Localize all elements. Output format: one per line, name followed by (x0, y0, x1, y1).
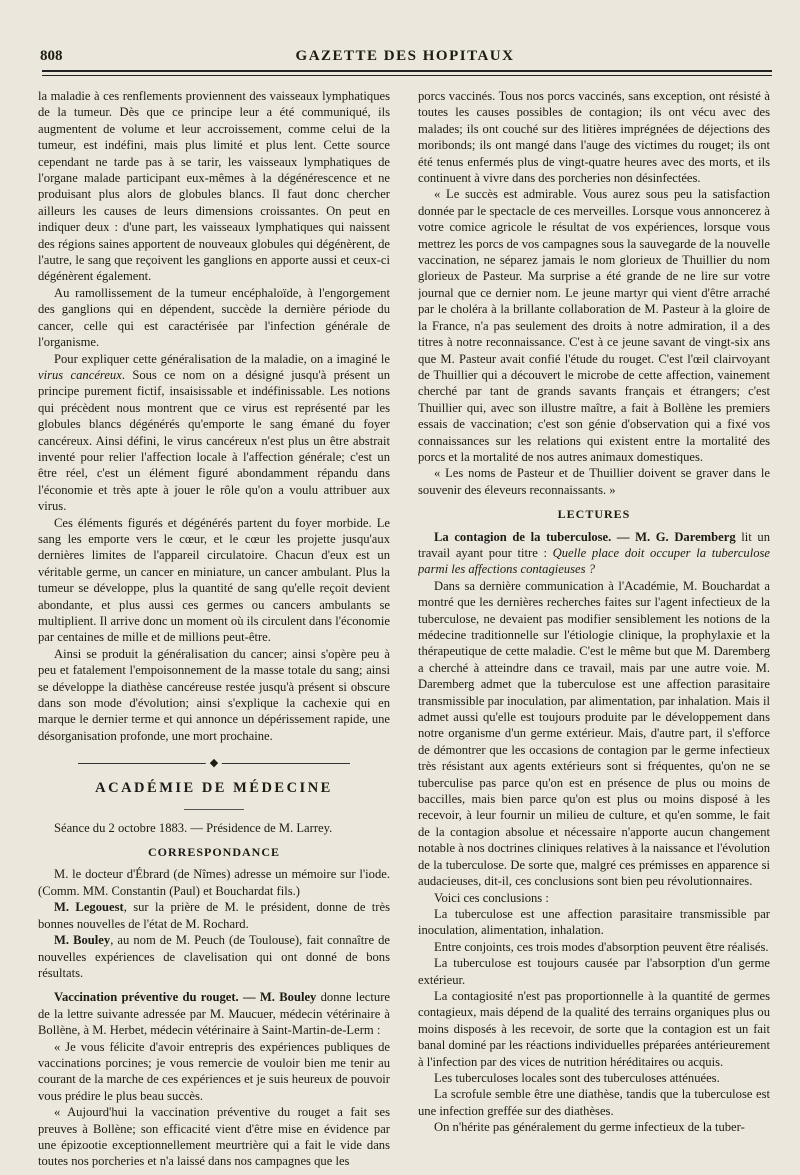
paragraph: La tuberculose est toujours causée par l'absorption d'un germe extérieur. (418, 956, 770, 987)
text-run: Pour expliquer cette généralisation de la maladie, on a imaginé le (54, 351, 390, 366)
speaker-name: M. Bouley (54, 933, 111, 948)
paragraph: « Aujourd'hui la vaccination préventive du rouget a fait ses preuves à Bollène; son efficacité vient d'être mise en évidence par une épizootie exceptionnellement meurtrière qui a fait le vide dans toutes nos porcheries et n'a laissé dans nos campagnes que les (38, 1105, 390, 1168)
paragraph: Ainsi se produit la généralisation du cancer; ainsi s'opère peu à peu et fatalement l'empoisonnement de la masse totale du sang; ainsi se développe la diathèse cancéreuse restée jusqu'à présent si obscure dans son mode d'évolution; ainsi s'explique la cachexie qui en marque le dernier terme et qui annonce un dépérissement rapide, une désorganisation profonde, une mort prochaine. (38, 646, 390, 743)
paragraph: La scrofule semble être une diathèse, tandis que la tuberculose est une infection greffée sur des diathèses. (418, 1087, 770, 1118)
emphasis: Quelle place doit occuper la tuberculose parmi les affections contagieuses ? (418, 545, 770, 577)
paragraph: « Je vous félicite d'avoir entrepris des expériences publiques de vaccinations porcines; je vous remercie de vouloir bien me tenir au courant de la marche de ces expériences et je suis heureux de pouvoir vous prédire le plus beau succès. (38, 1039, 390, 1103)
paragraph: Dans sa dernière communication à l'Académie, M. Bouchardat a montré que les dernières recherches faites sur l'agent infectieux de la tuberculose, ne devaient pas modifier sensiblement les notions de la médecine traditionnelle sur l'étiologie clinique, la prophylaxie et la thérapeutique de cette maladie. C'est le même but que M. Daremberg a cherché à atteindre dans ce travail, mais par une autre voie. M. Daremberg admet que la tuberculose est une affection parasitaire transmissible par inoculation, par alimentation, par inhalation. Mais il admet aussi qu'elle est toujours produite par le développement dans notre organisme d'un germe extérieur. Mais, d'autre part, il s'efforce de démontrer que les occasions de contagion par le germe infectieux très résistant aux agents extérieurs sont si fréquentes, qu'on ne se tuberculise pas parce qu'on est en présence de plus ou moins de baccilles, mais bien parce qu'on est plus ou moins disposé à les recevoir, à leur fournir un milieu de culture, et qu'en somme, le fait de la contagion absolue et nécessaire n'apporte aucun changement notable à nos doctrines cliniques relatives à la naissance et l'évolution de la tuberculose. De sorte que, malgré ces prémisses en apparence si audacieuses, dit-il, ces conclusions sont bien peu révolutionnaires. (418, 578, 770, 889)
article-heading: Vaccination préventive du rouget. — M. Bouley (54, 990, 317, 1005)
section-divider (78, 756, 350, 770)
correspondance-heading: CORRESPONDANCE (147, 845, 280, 860)
paragraph: « Le succès est admirable. Vous aurez sous peu la satisfaction donnée par le spectacle de ces merveilles. Lorsque vous annoncerez à votre comice agricole le résultat de vos expériences, lorsque vous mettrez les porcs de vos campagnes sous la sauvegarde de la nouvelle vaccination, ne séparez jamais le nom glorieux de Thuillier du nom glorieux de Pasteur. Ma surprise a été grande de ne lire sur votre journal que ce dernier nom. Le jeune martyr qui vient d'être arraché par le choléra à la brillante collaboration de M. Pasteur à la gloire de la France, n'a pas seulement des droits à notre admiration, il a des titres à notre reconnaissance. C'est à ce jeune savant de vingt-six ans que M. Pasteur avait confié l'étude du rouget. C'est l'œil clairvoyant de Thuillier qui a découvert le microbe de cette affection, vainement cherché par tant de grands savants français et étrangers; c'est Thuillier qui, avec son illustre maître, a fait à Bollène les premiers essais de vaccination; c'est son génie d'observation qui a fixé vos connaissances sur les relations qui existent entre la mortalité des porcs et la mortalité de nos autres animaux domestiques. (418, 187, 770, 464)
paragraph: Au ramollissement de la tumeur encéphaloïde, à l'engorgement des ganglions qui en dépendent, succède la dernière période du cancer, celle qui est caractérisée par l'infection générale de l'organisme. (38, 285, 390, 350)
paragraph: porcs vaccinés. Tous nos porcs vaccinés, sans exception, ont résisté à toutes les causes possibles de contagion; ils ont vécu avec des malades; ils ont couché sur des litières imprégnées de déjections des moribonds; ils ont mangé dans l'auge des victimes du rouget; ils ont été tenus enfermés plus de vingt-quatre heures avec des morts, et ils continuent à vivre dans des porcheries non désinfectées. (418, 89, 770, 186)
left-column (38, 88, 390, 1168)
paragraph (38, 899, 390, 932)
paragraph: la maladie à ces renflements proviennent des vaisseaux lymphatiques de la tumeur. Dès que ce principe leur a été communiqué, ils augmentent de volume et leur accroissement, comme celui de la tumeur, est indéfini, mais plus limité et plus lent. Cette source cependant ne tarde pas à se tarir, les vaisseaux lymphatiques de l'organe malade participant eux-mêmes à la dégénérescence et ne produisant plus alors de globules blancs. Il faut donc chercher ailleurs les causes de leurs dimensions croissantes. On peut en indiquer deux : d'une part, les vaisseaux lymphatiques qui naissent des régions saines apportent de nouveaux globules qui dégénèrent, de l'autre, le sang que reçoivent les ganglions en apporte aussi et ceux-ci dégénèrent également. (38, 89, 390, 284)
speaker-name: M. Legouest (54, 900, 124, 915)
paragraph (418, 529, 770, 578)
paragraph: Ces éléments figurés et dégénérés partent du foyer morbide. Le sang les emporte vers le cœur, et le cœur les projette jusqu'aux dernières limites de l'appareil circulatoire. Chacun d'eux est un véritable germe, un cancer en miniature, un cancer ambulant. Plus la tumeur se développe, plus la quantité de sang qu'elle reçoit devient abondante, et plus aussi ces germes ou cancers ambulants se multiplient. Il arrive donc un moment où ils circulent dans l'économie par centaines de mille et de millions peut-être. (38, 515, 390, 645)
header-rule-thick (42, 70, 772, 72)
header-rule-thin (42, 75, 772, 76)
text-run: , au nom de M. Peuch (de Toulouse), fait connaître de nouvelles expériences de clavelisation qui ont donné de bons résultats. (38, 933, 390, 980)
paragraph: Voici ces conclusions : (434, 890, 549, 905)
paragraph: Entre conjoints, ces trois modes d'absorption peuvent être réalisés. (434, 939, 769, 954)
right-column (418, 88, 770, 1168)
article-heading: La contagion de la tuberculose. — M. G. Daremberg (434, 529, 736, 544)
paragraph: La tuberculose est une affection parasitaire transmissible par inoculation, alimentation, inhalation. (418, 906, 770, 938)
paragraph: Les tuberculoses locales sont des tuberculoses atténuées. (434, 1070, 720, 1085)
text-run: . Sous ce nom on a désigné jusqu'à présent un principe purement fictif, insaisissable et indéfinissable. Les notions qui précèdent nous montrent que ce virus est représenté par les globules blancs dégénérés qu'emporte le sang émané du foyer cancéreux. Ainsi défini, le virus cancéreux n'est plus un être abstrait inventé pour relier l'affection locale à l'affection générale; c'est un être réel, c'est un élément figuré abondamment répandu dans l'économie et très apte à jouer le rôle qu'on a voulu attribuer aux virus. (38, 367, 390, 514)
paragraph: M. le docteur d'Ébrard (de Nîmes) adresse un mémoire sur l'iode. (Comm. MM. Constantin (Paul) et Bouchardat fils.) (38, 867, 390, 898)
paragraph (38, 932, 390, 981)
paragraph (38, 989, 390, 1038)
divider-ornament-icon: ◆ (206, 756, 222, 770)
page-header (40, 48, 770, 72)
paragraph (38, 351, 390, 515)
paragraph: On n'hérite pas généralement du germe infectieux de la tuber- (434, 1120, 745, 1135)
paragraph: La contagiosité n'est pas proportionnelle à la quantité de germes contagieux, mais dépend de la qualité des terrains organiques plus ou moins disposés à les recevoir, de sorte que la contagion est un fait banal dominé par les réactions individuelles préparées antérieurement à l'infection par des vices de nutrition héréditaires ou acquis. (418, 988, 770, 1069)
page-number: 808 (40, 48, 63, 64)
text-run: donne lecture de la lettre suivante adressée par M. Maucuer, médecin vétérinaire à Bollène, à M. Herbet, médecin vétérinaire à Saint-Martin-de-Lerm : (38, 990, 390, 1038)
emphasis: virus cancéreux (38, 367, 122, 382)
text-run: lit un travail ayant pour titre : (418, 529, 770, 560)
session-line: Séance du 2 octobre 1883. — Présidence de M. Larrey. (54, 820, 333, 835)
short-rule (184, 809, 244, 810)
paragraph: « Les noms de Pasteur et de Thuillier doivent se graver dans le souvenir des éleveurs reconnaissants. » (418, 466, 770, 497)
journal-title: GAZETTE DES HOPITAUX (295, 48, 515, 64)
section-title: ACADÉMIE DE MÉDECINE (95, 780, 333, 797)
lectures-heading: LECTURES (557, 507, 631, 522)
text-run: , sur la prière de M. le président, donne de très bonnes nouvelles de l'état de M. Rochard. (38, 900, 390, 931)
